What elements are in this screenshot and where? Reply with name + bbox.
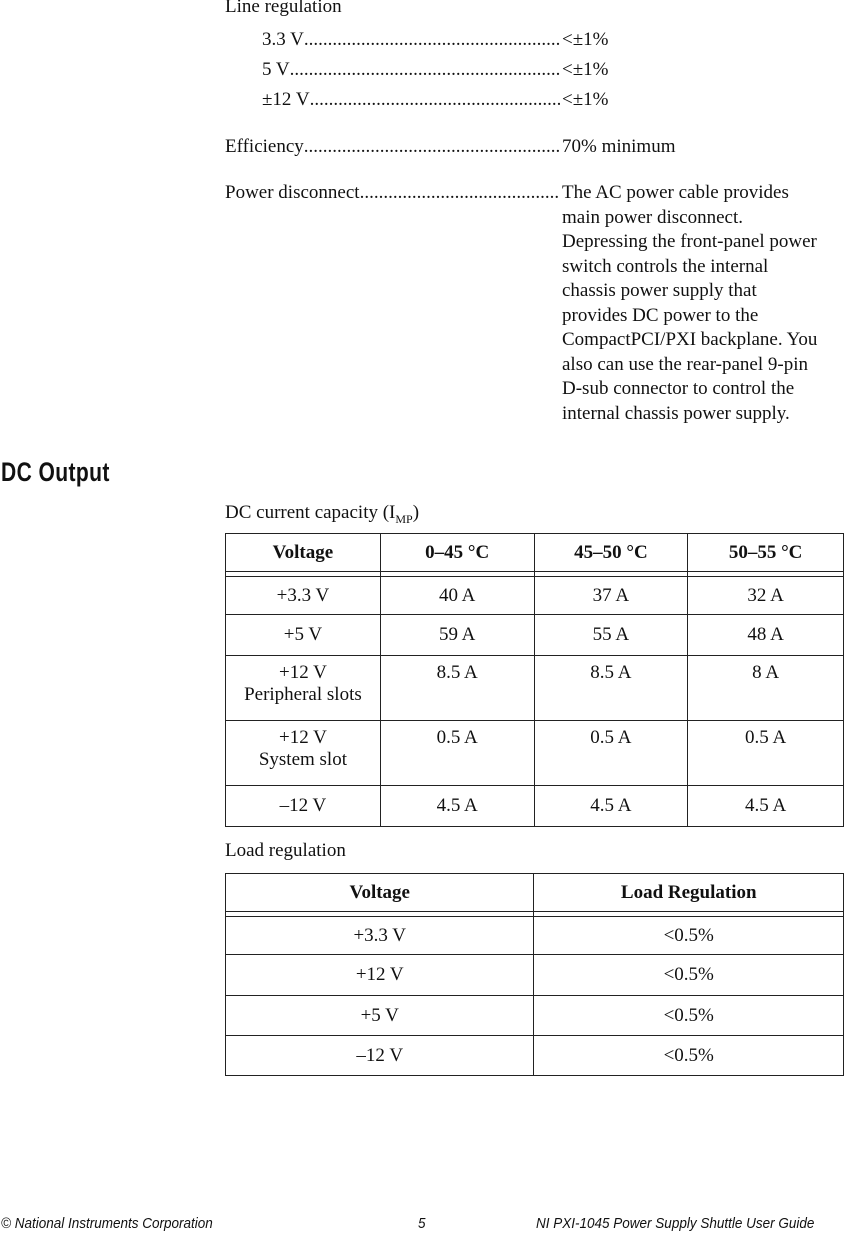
current-cell: 4.5 A bbox=[534, 786, 688, 827]
desc-line: also can use the rear-panel 9-pin bbox=[562, 353, 808, 375]
current-cell: 37 A bbox=[534, 577, 688, 615]
column-header: Voltage bbox=[226, 874, 534, 912]
current-cell: 8 A bbox=[688, 656, 844, 721]
voltage-cell bbox=[226, 656, 381, 721]
voltage-cell: –12 V bbox=[226, 1036, 534, 1076]
column-header: Load Regulation bbox=[534, 874, 844, 912]
column-header: 50–55 °C bbox=[688, 534, 844, 572]
voltage-cell bbox=[226, 786, 381, 827]
regulation-cell: <0.5% bbox=[534, 1036, 844, 1076]
current-cell: 8.5 A bbox=[380, 656, 534, 721]
desc-line: D-sub connector to control the bbox=[562, 378, 795, 399]
voltage-subtext: System slot bbox=[258, 749, 347, 770]
column-header: 0–45 °C bbox=[380, 534, 534, 572]
voltage-text: –12 V bbox=[279, 795, 327, 816]
line-reg-row-3v3 bbox=[262, 29, 560, 51]
table-row bbox=[226, 615, 844, 656]
leader-dots bbox=[360, 182, 560, 204]
current-cell: 0.5 A bbox=[688, 721, 844, 786]
table-row bbox=[226, 1036, 844, 1076]
leader-dots bbox=[304, 136, 560, 158]
power-disconnect-row bbox=[225, 182, 560, 204]
voltage-text: +12 V bbox=[278, 662, 327, 683]
line-reg-row-5v bbox=[262, 59, 560, 81]
desc-line: CompactPCI/PXI backplane. You bbox=[562, 329, 818, 350]
table-header-row bbox=[226, 874, 844, 912]
voltage-cell: +3.3 V bbox=[226, 917, 534, 955]
current-cell: 40 A bbox=[380, 577, 534, 615]
desc-line: provides DC power to the bbox=[562, 304, 759, 326]
leader-dots bbox=[304, 29, 560, 51]
voltage-cell bbox=[226, 721, 381, 786]
current-cell: 4.5 A bbox=[380, 786, 534, 827]
column-header: 45–50 °C bbox=[534, 534, 688, 572]
desc-line: main power disconnect. bbox=[562, 206, 743, 228]
voltage-cell: +12 V bbox=[226, 955, 534, 996]
current-cell: 0.5 A bbox=[534, 721, 688, 786]
line-reg-value: <±1% bbox=[562, 29, 609, 50]
efficiency-row bbox=[225, 136, 560, 158]
current-cell: 32 A bbox=[688, 577, 844, 615]
table-row bbox=[226, 656, 844, 721]
line-regulation-title: Line regulation bbox=[225, 0, 342, 17]
desc-line: chassis power supply that bbox=[562, 280, 757, 301]
current-cell: 8.5 A bbox=[534, 656, 688, 721]
load-regulation-table bbox=[225, 873, 844, 1076]
current-cell: 4.5 A bbox=[688, 786, 844, 827]
dc-capacity-table bbox=[225, 533, 844, 827]
efficiency-label: Efficiency bbox=[225, 136, 304, 157]
current-cell: 48 A bbox=[688, 615, 844, 656]
capacity-label-subscript: MP bbox=[395, 511, 413, 526]
voltage-text: +5 V bbox=[283, 624, 323, 645]
line-reg-value: <±1% bbox=[562, 59, 609, 80]
voltage-cell bbox=[226, 577, 381, 615]
current-cell: 0.5 A bbox=[380, 721, 534, 786]
leader-dots bbox=[290, 59, 560, 81]
desc-line: Depressing the front-panel power bbox=[562, 231, 817, 252]
line-reg-label: ±12 V bbox=[262, 89, 310, 110]
desc-line: switch controls the internal bbox=[562, 255, 769, 277]
voltage-cell bbox=[226, 615, 381, 656]
current-cell: 59 A bbox=[380, 615, 534, 656]
table-row bbox=[226, 577, 844, 615]
voltage-text: +12 V bbox=[278, 727, 327, 748]
footer-copyright: © National Instruments Corporation bbox=[1, 1215, 213, 1232]
voltage-text: +3.3 V bbox=[276, 584, 330, 606]
current-cell: 55 A bbox=[534, 615, 688, 656]
line-reg-row-12v bbox=[262, 89, 560, 111]
voltage-subtext: Peripheral slots bbox=[244, 684, 362, 705]
line-reg-value: <±1% bbox=[562, 89, 609, 110]
section-heading-dc-output: DC Output bbox=[1, 457, 110, 487]
dc-current-capacity-label bbox=[225, 502, 419, 527]
table-row bbox=[226, 786, 844, 827]
column-header: Voltage bbox=[226, 534, 381, 572]
capacity-label-text: DC current capacity (I bbox=[225, 502, 396, 523]
efficiency-value: 70% minimum bbox=[562, 136, 676, 157]
power-disconnect-label: Power disconnect bbox=[225, 182, 360, 203]
footer-page-number: 5 bbox=[418, 1215, 426, 1232]
table-header-row bbox=[226, 534, 844, 572]
table-row bbox=[226, 917, 844, 955]
voltage-cell: +5 V bbox=[226, 996, 534, 1036]
table-row bbox=[226, 996, 844, 1036]
table-row bbox=[226, 955, 844, 996]
desc-line: The AC power cable provides bbox=[562, 182, 789, 203]
power-disconnect-description bbox=[562, 181, 844, 426]
regulation-cell: <0.5% bbox=[534, 955, 844, 996]
line-reg-label: 5 V bbox=[262, 59, 290, 80]
desc-line: internal chassis power supply. bbox=[562, 402, 790, 424]
load-regulation-label: Load regulation bbox=[225, 840, 346, 861]
regulation-cell: <0.5% bbox=[534, 917, 844, 955]
capacity-label-close: ) bbox=[412, 502, 420, 523]
leader-dots bbox=[310, 89, 560, 111]
footer-document-title: NI PXI-1045 Power Supply Shuttle User Guide bbox=[536, 1215, 815, 1232]
regulation-cell: <0.5% bbox=[534, 996, 844, 1036]
line-reg-label: 3.3 V bbox=[262, 29, 304, 50]
table-row bbox=[226, 721, 844, 786]
